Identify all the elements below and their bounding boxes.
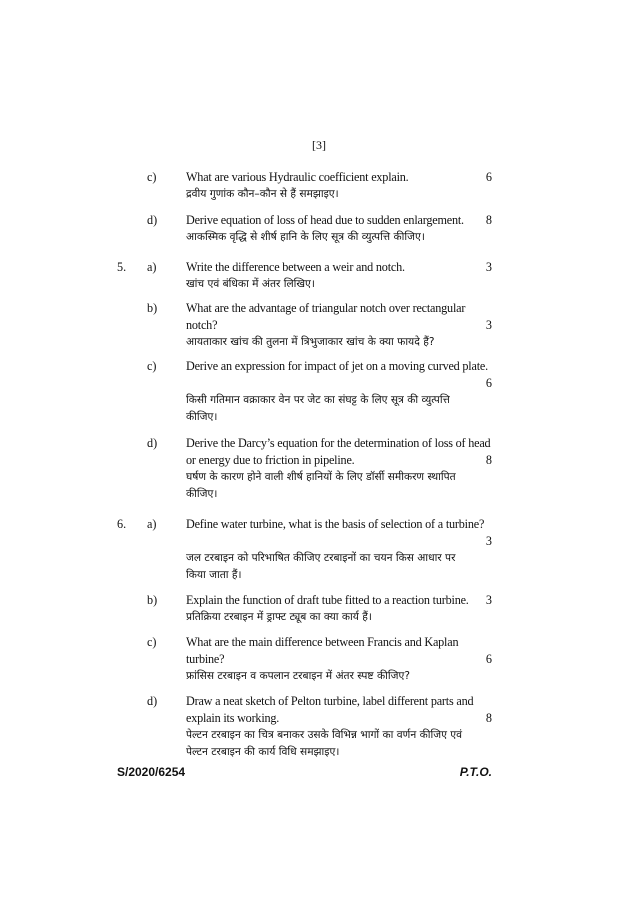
question-text-hi: जल टरबाइन को परिभाषित कीजिए टरबाइनों का चयन किस आधार पर [186,552,456,564]
sub-question-label: d) [147,694,158,708]
question-text-hi: खांच एवं बंधिका में अंतर लिखिए। [186,278,315,290]
question-text-en: explain its working. [186,711,280,725]
page-number: [3] [312,138,326,152]
sub-question-label: d) [147,436,158,450]
question-text-hi: किया जाता हैं। [186,569,242,581]
question-text-en: Draw a neat sketch of Pelton turbine, label different parts and [186,694,474,708]
marks: 8 [485,453,492,467]
question-text-hi: आकस्मिक वृद्धि से शीर्ष हानि के लिए सूत्र की व्युत्पत्ति कीजिए। [186,231,425,243]
question-text-hi: फ्रांसिस टरबाइन व कपलान टरबाइन में अंतर स्पष्ट कीजिए? [186,670,410,682]
question-text-en: What are various Hydraulic coefficient explain. [186,170,409,184]
sub-question-label: a) [147,260,157,274]
sub-question-label: b) [147,593,158,607]
marks: 3 [485,318,492,332]
paper-code: S/2020/6254 [117,765,186,779]
sub-question-label: b) [147,301,158,315]
question-text-en: notch? [186,318,218,332]
question-text-en: or energy due to friction in pipeline. [186,453,355,467]
question-text-en: Derive the Darcy’s equation for the determination of loss of head [186,436,491,450]
sub-question-label: a) [147,517,157,531]
marks: 8 [485,711,492,725]
question-text-hi: पेल्टन टरबाइन की कार्य विधि समझाइए। [186,746,340,758]
question-text-en: Derive an expression for impact of jet on a moving curved plate. [186,359,488,373]
question-text-en: What are the advantage of triangular notch over rectangular [186,301,466,315]
pto-label: P.T.O. [459,765,492,779]
question-text-en: Define water turbine, what is the basis of selection of a turbine? [186,517,485,531]
question-text-en: Write the difference between a weir and notch. [186,260,405,274]
sub-question-label: c) [147,359,157,373]
marks: 3 [485,534,492,548]
question-text-hi: पेल्टन टरबाइन का चित्र बनाकर उसके विभिन्न भागों का वर्णन कीजिए एवं [186,729,463,741]
sub-question-label: c) [147,170,157,184]
marks: 8 [485,213,492,227]
question-number: 6. [117,517,127,531]
question-text-en: Derive equation of loss of head due to sudden enlargement. [186,213,464,227]
marks: 3 [485,593,492,607]
question-text-hi: किसी गतिमान वक्राकार वेन पर जेट का संघट्ट के लिए सूत्र की व्युत्पत्ति [186,394,450,406]
question-number: 5. [117,260,127,274]
sub-question-label: c) [147,635,157,649]
marks: 6 [485,376,492,390]
question-text-hi: द्रवीय गुणांक कौन–कौन से हैं समझाइए। [186,188,339,200]
question-text-en: turbine? [186,652,225,666]
marks: 6 [485,170,492,184]
question-text-hi: कीजिए। [186,411,218,423]
question-text-hi: प्रतिक्रिया टरबाइन में ड्राफ्ट ट्यूब का क्या कार्य हैं। [186,611,372,623]
question-text-hi: घर्षण के कारण होने वाली शीर्ष हानियों के लिए डॉर्सी समीकरण स्थापित [186,471,456,483]
question-text-en: Explain the function of draft tube fitted to a reaction turbine. [186,593,469,607]
question-text-hi: आयताकार खांच की तुलना में त्रिभुजाकार खांच के क्या फायदे हैं? [186,336,435,348]
sub-question-label: d) [147,213,158,227]
marks: 3 [485,260,492,274]
question-text-en: What are the main difference between Francis and Kaplan [186,635,459,649]
marks: 6 [485,652,492,666]
question-text-hi: कीजिए। [186,488,218,500]
